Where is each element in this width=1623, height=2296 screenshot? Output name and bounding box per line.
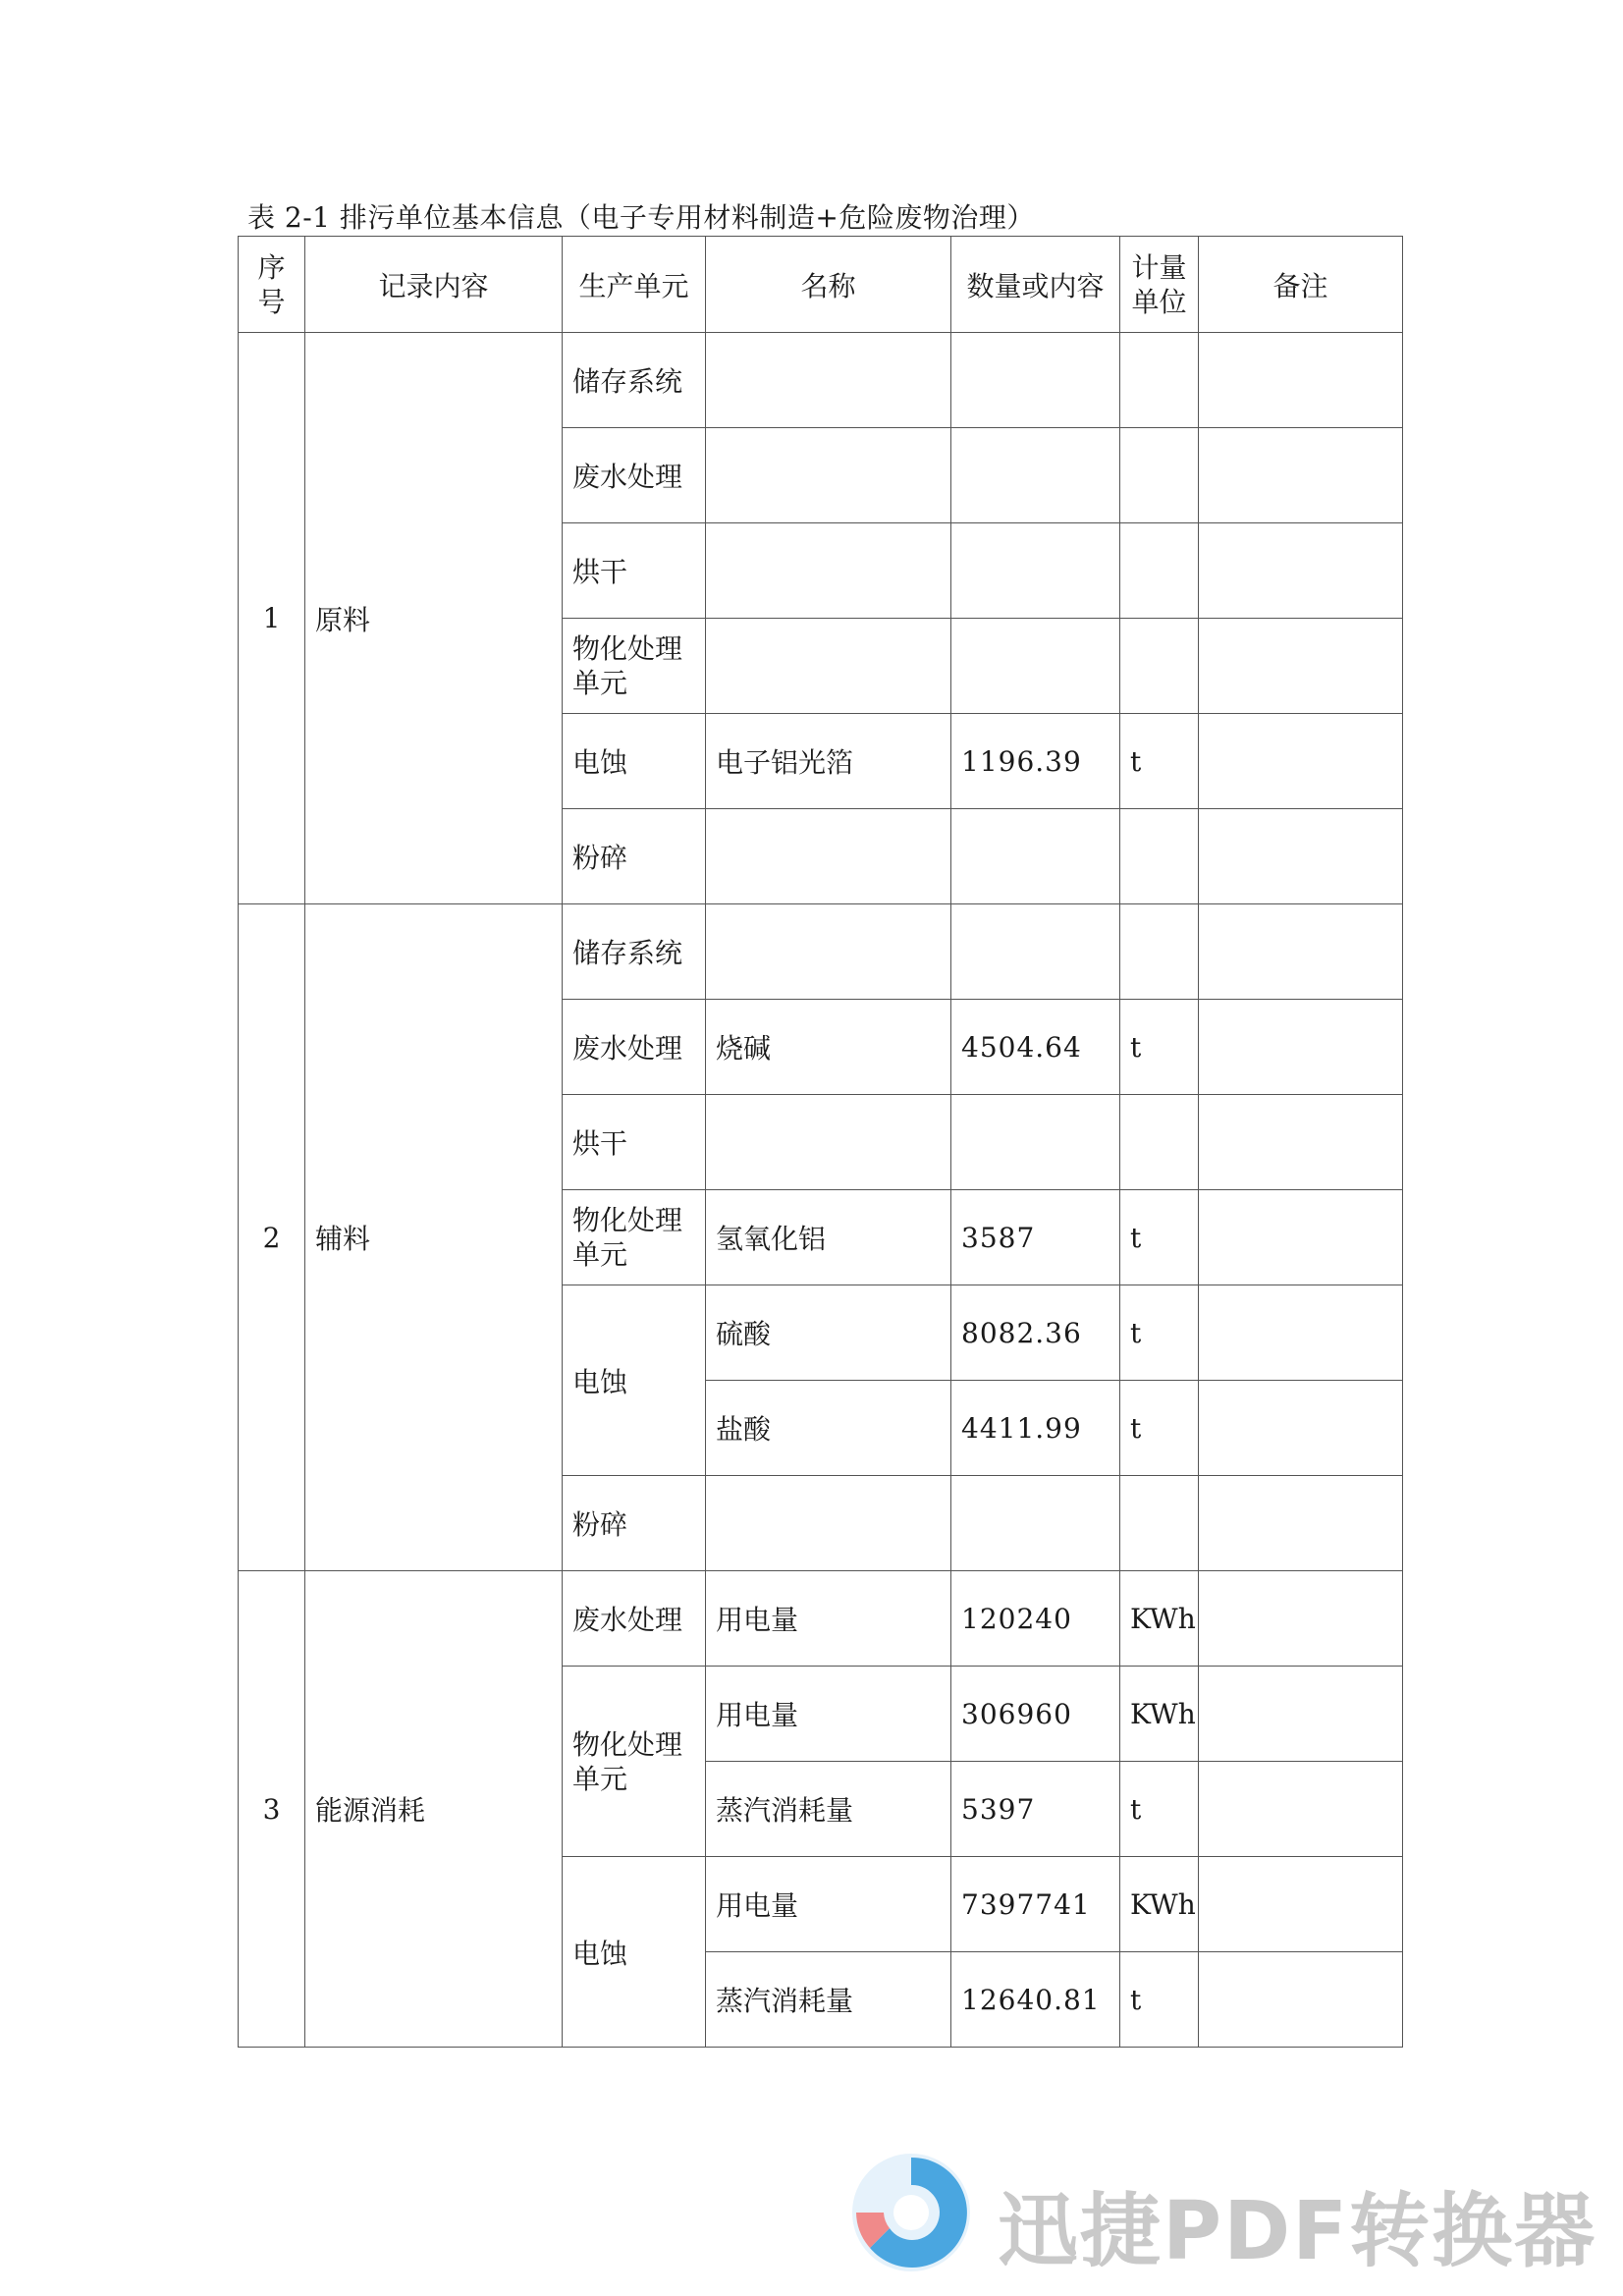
remark-cell: [1199, 1667, 1403, 1762]
measure-cell: t: [1120, 1381, 1199, 1476]
unit-cell: 废水处理: [563, 1000, 706, 1095]
remark-cell: [1199, 904, 1403, 1000]
unit-cell: 废水处理: [563, 1571, 706, 1667]
unit-cell: 储存系统: [563, 904, 706, 1000]
remark-cell: [1199, 333, 1403, 428]
measure-cell: t: [1120, 714, 1199, 809]
header-qty: 数量或内容: [951, 237, 1120, 333]
table-header-row: [239, 237, 1403, 333]
content-cell: 能源消耗: [305, 1571, 563, 2048]
remark-cell: [1199, 714, 1403, 809]
name-cell: [706, 1476, 951, 1571]
content-cell: 原料: [305, 333, 563, 904]
measure-cell: KWh: [1120, 1571, 1199, 1667]
table-row: [239, 333, 1403, 428]
unit-cell: 粉碎: [563, 809, 706, 904]
qty-cell: 12640.81: [951, 1952, 1120, 2048]
name-cell: [706, 619, 951, 714]
measure-cell: t: [1120, 1190, 1199, 1285]
measure-cell: t: [1120, 1000, 1199, 1095]
header-seq: 序 号: [239, 237, 305, 333]
name-cell: 用电量: [706, 1857, 951, 1952]
content-cell: 辅料: [305, 904, 563, 1571]
name-cell: 硫酸: [706, 1285, 951, 1381]
table-row: [239, 904, 1403, 1000]
qty-cell: 120240: [951, 1571, 1120, 1667]
measure-cell: t: [1120, 1952, 1199, 2048]
name-cell: [706, 523, 951, 619]
name-cell: [706, 428, 951, 523]
name-cell: 用电量: [706, 1571, 951, 1667]
unit-cell: 粉碎: [563, 1476, 706, 1571]
qty-cell: 4411.99: [951, 1381, 1120, 1476]
qty-cell: 3587: [951, 1190, 1120, 1285]
name-cell: [706, 809, 951, 904]
name-cell: [706, 1095, 951, 1190]
unit-cell: 物化处理单元: [563, 1190, 706, 1285]
name-cell: 盐酸: [706, 1381, 951, 1476]
seq-cell: 1: [239, 333, 305, 904]
measure-cell: [1120, 1095, 1199, 1190]
header-measure: 计量 单位: [1120, 237, 1199, 333]
remark-cell: [1199, 619, 1403, 714]
name-cell: 蒸汽消耗量: [706, 1952, 951, 2048]
unit-cell: 储存系统: [563, 333, 706, 428]
qty-cell: [951, 523, 1120, 619]
qty-cell: [951, 428, 1120, 523]
qty-cell: [951, 809, 1120, 904]
measure-cell: [1120, 809, 1199, 904]
header-unit: 生产单元: [563, 237, 706, 333]
remark-cell: [1199, 1857, 1403, 1952]
qty-cell: [951, 619, 1120, 714]
qty-cell: [951, 1476, 1120, 1571]
remark-cell: [1199, 1190, 1403, 1285]
measure-cell: [1120, 904, 1199, 1000]
remark-cell: [1199, 1285, 1403, 1381]
unit-cell: 电蚀: [563, 1857, 706, 2048]
remark-cell: [1199, 1476, 1403, 1571]
header-remark: 备注: [1199, 237, 1403, 333]
qty-cell: 1196.39: [951, 714, 1120, 809]
table-caption: 表 2-1 排污单位基本信息（电子专用材料制造+危险废物治理）: [247, 201, 1035, 234]
measure-cell: [1120, 1476, 1199, 1571]
seq-cell: 2: [239, 904, 305, 1571]
qty-cell: 7397741: [951, 1857, 1120, 1952]
unit-cell: 烘干: [563, 523, 706, 619]
remark-cell: [1199, 1381, 1403, 1476]
name-cell: 烧碱: [706, 1000, 951, 1095]
seq-cell: 3: [239, 1571, 305, 2048]
name-cell: 电子铝光箔: [706, 714, 951, 809]
remark-cell: [1199, 809, 1403, 904]
qty-cell: 5397: [951, 1762, 1120, 1857]
measure-cell: KWh: [1120, 1667, 1199, 1762]
xunjie-logo-icon: [844, 2146, 978, 2279]
qty-cell: [951, 904, 1120, 1000]
remark-cell: [1199, 1952, 1403, 2048]
measure-cell: KWh: [1120, 1857, 1199, 1952]
measure-cell: [1120, 428, 1199, 523]
watermark: [844, 2146, 1597, 2283]
remark-cell: [1199, 1571, 1403, 1667]
header-name: 名称: [706, 237, 951, 333]
unit-cell: 烘干: [563, 1095, 706, 1190]
watermark-text: 迅捷PDF转换器: [998, 2185, 1597, 2278]
table-row: [239, 1571, 1403, 1667]
name-cell: [706, 904, 951, 1000]
remark-cell: [1199, 523, 1403, 619]
remark-cell: [1199, 1762, 1403, 1857]
measure-cell: t: [1120, 1285, 1199, 1381]
qty-cell: 306960: [951, 1667, 1120, 1762]
name-cell: 蒸汽消耗量: [706, 1762, 951, 1857]
pollutant-info-table: [238, 236, 1403, 2048]
remark-cell: [1199, 1095, 1403, 1190]
measure-cell: [1120, 523, 1199, 619]
unit-cell: 电蚀: [563, 714, 706, 809]
measure-cell: [1120, 619, 1199, 714]
name-cell: 用电量: [706, 1667, 951, 1762]
remark-cell: [1199, 1000, 1403, 1095]
unit-cell: 废水处理: [563, 428, 706, 523]
name-cell: 氢氧化铝: [706, 1190, 951, 1285]
qty-cell: 8082.36: [951, 1285, 1120, 1381]
qty-cell: [951, 333, 1120, 428]
qty-cell: [951, 1095, 1120, 1190]
header-content: 记录内容: [305, 237, 563, 333]
unit-cell: 物化处理单元: [563, 1667, 706, 1857]
qty-cell: 4504.64: [951, 1000, 1120, 1095]
remark-cell: [1199, 428, 1403, 523]
unit-cell: 电蚀: [563, 1285, 706, 1476]
unit-cell: 物化处理单元: [563, 619, 706, 714]
measure-cell: [1120, 333, 1199, 428]
name-cell: [706, 333, 951, 428]
measure-cell: t: [1120, 1762, 1199, 1857]
